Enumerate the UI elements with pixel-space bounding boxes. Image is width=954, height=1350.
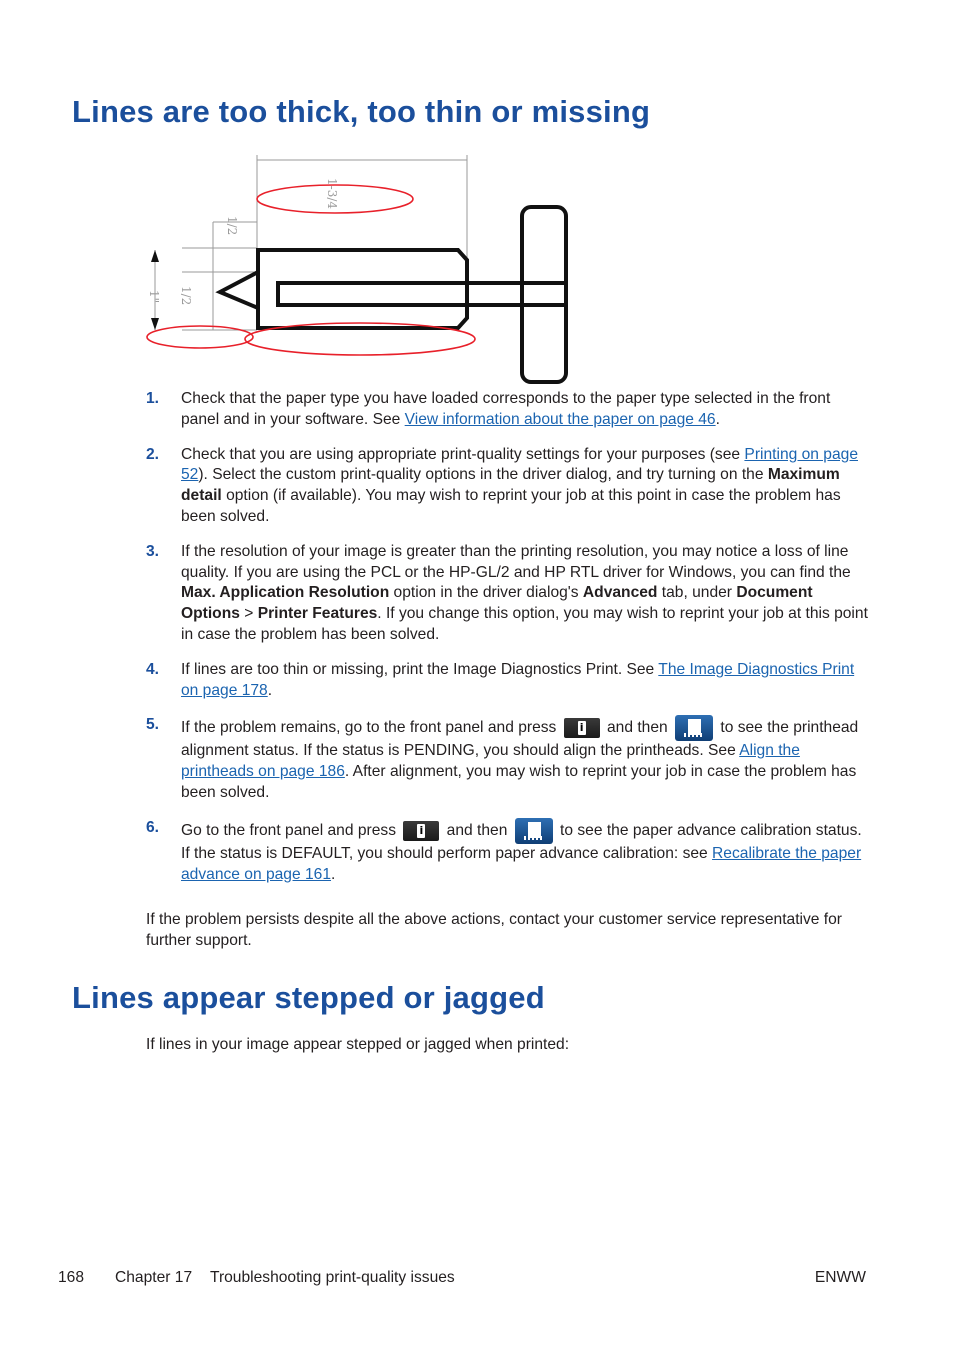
chapter-title: Troubleshooting print-quality issues	[210, 1269, 455, 1286]
troubleshooting-steps	[146, 389, 868, 885]
info-button-icon	[403, 821, 439, 841]
printhead-status-icon	[675, 715, 713, 741]
section-title: Lines are too thick, too thin or missing	[72, 94, 651, 129]
locale-code: ENWW	[814, 1269, 866, 1286]
paper-advance-status-icon	[515, 818, 553, 844]
step-4: 4. If lines are too thin or missing, print the Image Diagnostics Print. See The Image Diagnostics Print on page 178.	[146, 660, 855, 699]
step-3: 3. If the resolution of your image is greater than the printing resolution, you may notice a loss of line quality. If you are using the PCL or the HP-GL/2 and HP RTL driver for Windows, you can find the Max. Application Resolution option in the driver dialog's Advanced tab, under Document Options > Printer Features. If you change this option, you may wish to reprint your job at this point in case the problem has been solved.	[146, 542, 868, 643]
section-title-2: Lines appear stepped or jagged	[72, 980, 545, 1015]
printing-link[interactable]: Printing on page 52	[181, 445, 858, 484]
step-number: 1.	[146, 390, 160, 407]
align-printheads-link[interactable]: Align the printheads on page 186	[181, 742, 800, 781]
step-number: 4.	[146, 660, 160, 678]
dim-label-top: 1-3/4	[325, 178, 339, 210]
paper-info-link[interactable]: View information about the paper on page 46	[404, 410, 716, 428]
step-number: 5.	[146, 716, 160, 734]
step-1: 1. Check that the paper type you have loaded corresponds to the paper type selected in the front panel and in your software. See View information about the paper on page 46.	[146, 390, 831, 428]
step-6: 6. Go to the front panel and press i and then to see the paper advance calibration status. If the status is DEFAULT, you should perform paper advance calibration: see Recalibrate the paper advance on page 161.	[146, 818, 862, 883]
info-glyph: i	[578, 721, 586, 735]
dim-label-mid: 1/2	[225, 216, 239, 236]
image-diagnostics-link[interactable]: The Image Diagnostics Print on page 178	[181, 660, 855, 699]
closing-paragraph: If the problem persists despite all the above actions, contact your customer service representative for further support.	[146, 911, 842, 949]
line-thickness-figure	[140, 150, 580, 390]
info-glyph: i	[417, 824, 425, 838]
step-number: 3.	[146, 542, 160, 560]
step-2: 2. Check that you are using appropriate print-quality settings for your purposes (see Printing on page 52). Select the custom print-quality options in the driver dialog, and try turning on the Maximum detail option (if available). You may wish to reprint your job at this point in case the problem has been solved.	[146, 445, 858, 525]
step-5: 5. If the problem remains, go to the front panel and press i and then to see the printhead alignment status. If the status is PENDING, you should align the printheads. See Align the printheads on page 186. After alignment, you may wish to reprint your job in case the problem has been solved.	[146, 716, 859, 801]
recalibrate-paper-advance-link[interactable]: Recalibrate the paper advance on page 161	[181, 844, 862, 883]
drawing-shape	[220, 207, 566, 382]
dim-label-side: 1"	[147, 290, 161, 304]
page-number: 168	[58, 1269, 85, 1286]
section-intro: If lines in your image appear stepped or jagged when printed:	[146, 1036, 570, 1053]
dim-label-low: 1/2	[179, 286, 193, 306]
chapter-label: Chapter 17	[115, 1269, 193, 1286]
step-number: 6.	[146, 818, 160, 836]
step-number: 2.	[146, 445, 160, 463]
info-button-icon	[564, 718, 600, 738]
